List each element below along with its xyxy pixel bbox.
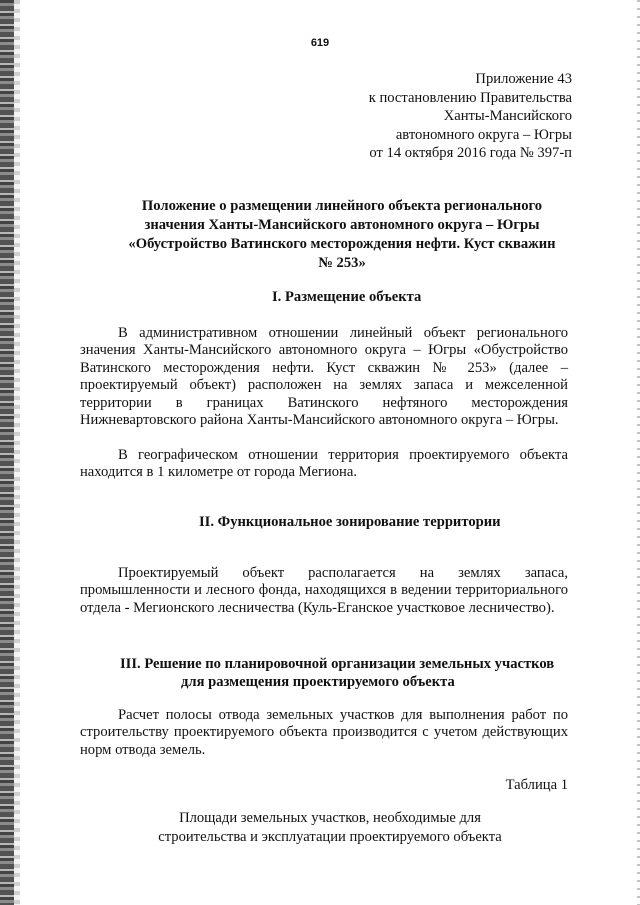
- page-number: 619: [310, 37, 330, 49]
- section1-paragraph-2: [80, 447, 568, 482]
- scan-edge-left-shadow: [14, 0, 20, 905]
- section3-heading-line-2: для размещения проектируемого объекта: [181, 674, 455, 690]
- title-line: Положение о размещении линейного объекта регионального: [141, 198, 543, 214]
- section1-para2-text: В географическом отношении территория проектируемого объекта находится в 1 километре от города Мегиона.: [80, 447, 568, 481]
- appendix-line: Приложение 43: [475, 71, 572, 87]
- table-caption: [120, 809, 540, 847]
- appendix-block: [369, 70, 572, 163]
- table-caption-line: строительства и эксплуатации проектируемого объекта: [158, 829, 502, 845]
- section2-heading: II. Функциональное зонирование территории: [199, 514, 501, 530]
- section3-heading-line-1: III. Решение по планировочной организации земельных участков: [120, 656, 555, 672]
- section1-para1-text: В административном отношении линейный объект регионального значения Ханты-Мансийского автономного округа – Югры «Обустройство Ватинского месторождения нефти. Куст скважин № 253» (далее – проектируемый объект) расположен на землях запаса и межселенной территории в границах Ватинского нефтяного месторождения Нижневартовского района Ханты-Мансийского автономного округа – Югры.: [80, 325, 568, 429]
- section3-para1-text: Расчет полосы отвода земельных участков для выполнения работ по строительству проектируемого объекта производится с учетом действующих норм отвода земель.: [80, 707, 568, 758]
- section2-para1-text: Проектируемый объект располагается на землях запаса, промышленности и лесного фонда, находящихся в ведении территориального отдела - Мегионского лесничества (Куль-Еганское участковое лесничество).: [80, 565, 568, 616]
- section3-paragraph-1: [80, 707, 568, 759]
- appendix-line: от 14 октября 2016 года № 397-п: [369, 145, 572, 162]
- appendix-line: к постановлению Правительства: [368, 89, 572, 106]
- appendix-line: автономного округа – Югры: [395, 126, 572, 143]
- table-caption-line: Площади земельных участков, необходимые для: [179, 810, 481, 826]
- scan-edge-left: [0, 0, 14, 905]
- title-line: № 253»: [318, 255, 366, 271]
- appendix-line: Ханты-Мансийского: [443, 108, 572, 125]
- document-title: [92, 197, 592, 273]
- title-line: значения Ханты-Мансийского автономного округа – Югры: [144, 217, 540, 233]
- title-line: «Обустройство Ватинского месторождения нефти. Куст скважин: [128, 236, 556, 252]
- table-label: Таблица 1: [505, 777, 568, 793]
- section1-heading: I. Размещение объекта: [272, 289, 422, 305]
- section2-paragraph-1: [80, 565, 568, 617]
- section1-paragraph-1: [80, 325, 568, 429]
